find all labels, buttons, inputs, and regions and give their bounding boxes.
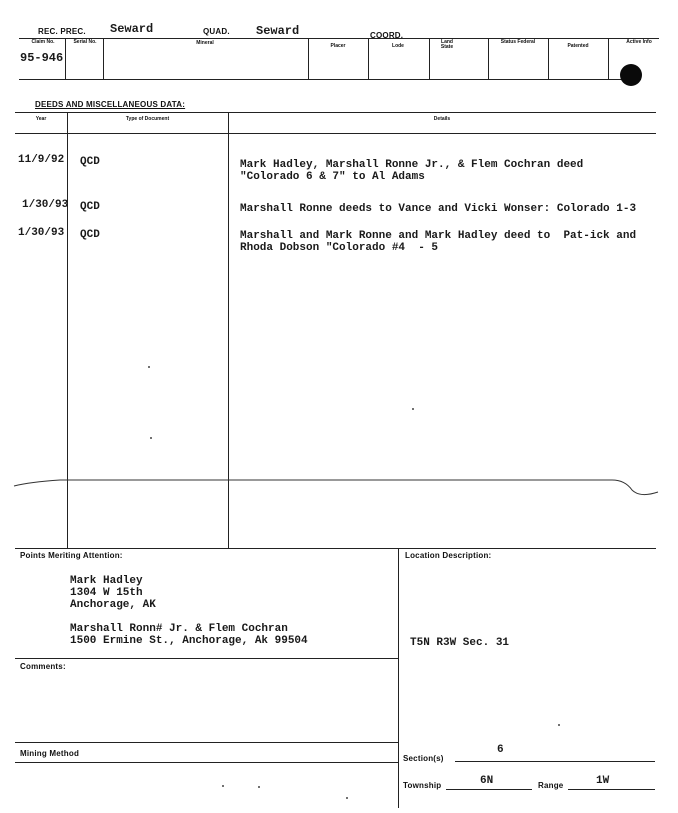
speck bbox=[258, 786, 260, 788]
col-type-header: Type of Document bbox=[125, 116, 170, 122]
speck bbox=[150, 437, 152, 439]
deed-type: QCD bbox=[80, 201, 100, 213]
col-claim-no: Claim No. bbox=[31, 39, 55, 45]
speck bbox=[148, 366, 150, 368]
coord-label: COORD. bbox=[370, 31, 404, 40]
claim-no-value: 95-946 bbox=[20, 51, 64, 65]
speck bbox=[558, 724, 560, 726]
mining-method-label: Mining Method bbox=[20, 749, 80, 758]
location-label: Location Description: bbox=[405, 551, 492, 560]
col-details-header: Details bbox=[433, 116, 451, 122]
col-active-info: Active Info bbox=[626, 39, 652, 45]
speck bbox=[346, 797, 348, 799]
col-lode: Lode bbox=[392, 43, 404, 49]
col-mineral: Mineral bbox=[196, 40, 214, 46]
speck bbox=[222, 785, 224, 787]
fold-line bbox=[0, 470, 678, 500]
col-patented: Patented bbox=[567, 43, 589, 49]
deed-type: QCD bbox=[80, 156, 100, 168]
deed-year: 1/30/93 bbox=[18, 227, 65, 239]
location-value: T5N R3W Sec. 31 bbox=[410, 637, 510, 649]
section-value: 6 bbox=[497, 744, 504, 756]
deed-type: QCD bbox=[80, 229, 100, 241]
deed-details: Mark Hadley, Marshall Ronne Jr., & Flem Cochran deed "Colorado 6 & 7" to Al Adams bbox=[240, 159, 584, 183]
deed-year: 1/30/93 bbox=[22, 199, 69, 211]
township-value: 6N bbox=[480, 775, 494, 787]
township-label: Township bbox=[403, 781, 442, 790]
col-status-federal: Status Federal bbox=[500, 39, 536, 45]
range-label: Range bbox=[538, 781, 564, 790]
deed-details: Marshall and Mark Ronne and Mark Hadley deed to Pat-ick and Rhoda Dobson "Colorado #4 - 5 bbox=[240, 230, 637, 254]
points-address-2: Marshall Ronn# Jr. & Flem Cochran 1500 Ermine St., Anchorage, Ak 99504 bbox=[70, 623, 308, 647]
range-value: 1W bbox=[596, 775, 610, 787]
speck bbox=[412, 408, 414, 410]
points-label: Points Meriting Attention: bbox=[20, 551, 123, 560]
quad-value: Seward bbox=[256, 24, 300, 38]
quad-label: QUAD. bbox=[203, 27, 230, 36]
points-address-1: Mark Hadley 1304 W 15th Anchorage, AK bbox=[70, 575, 156, 611]
section-label: Section(s) bbox=[403, 754, 444, 763]
deed-year: 11/9/92 bbox=[18, 154, 65, 166]
col-serial-no: Serial No. bbox=[73, 39, 97, 45]
deed-details: Marshall Ronne deeds to Vance and Vicki Wonser: Colorado 1-3 bbox=[240, 203, 637, 215]
hole-punch-mark bbox=[620, 64, 642, 86]
deeds-section-title: DEEDS AND MISCELLANEOUS DATA: bbox=[35, 100, 186, 109]
rec-prec-value: Seward bbox=[110, 22, 154, 36]
col-land-state: Land State bbox=[440, 39, 454, 50]
rec-prec-label: REC. PREC. bbox=[38, 27, 86, 36]
col-placer: Placer bbox=[330, 43, 346, 49]
col-year-header: Year bbox=[35, 116, 47, 122]
comments-label: Comments: bbox=[20, 662, 66, 671]
